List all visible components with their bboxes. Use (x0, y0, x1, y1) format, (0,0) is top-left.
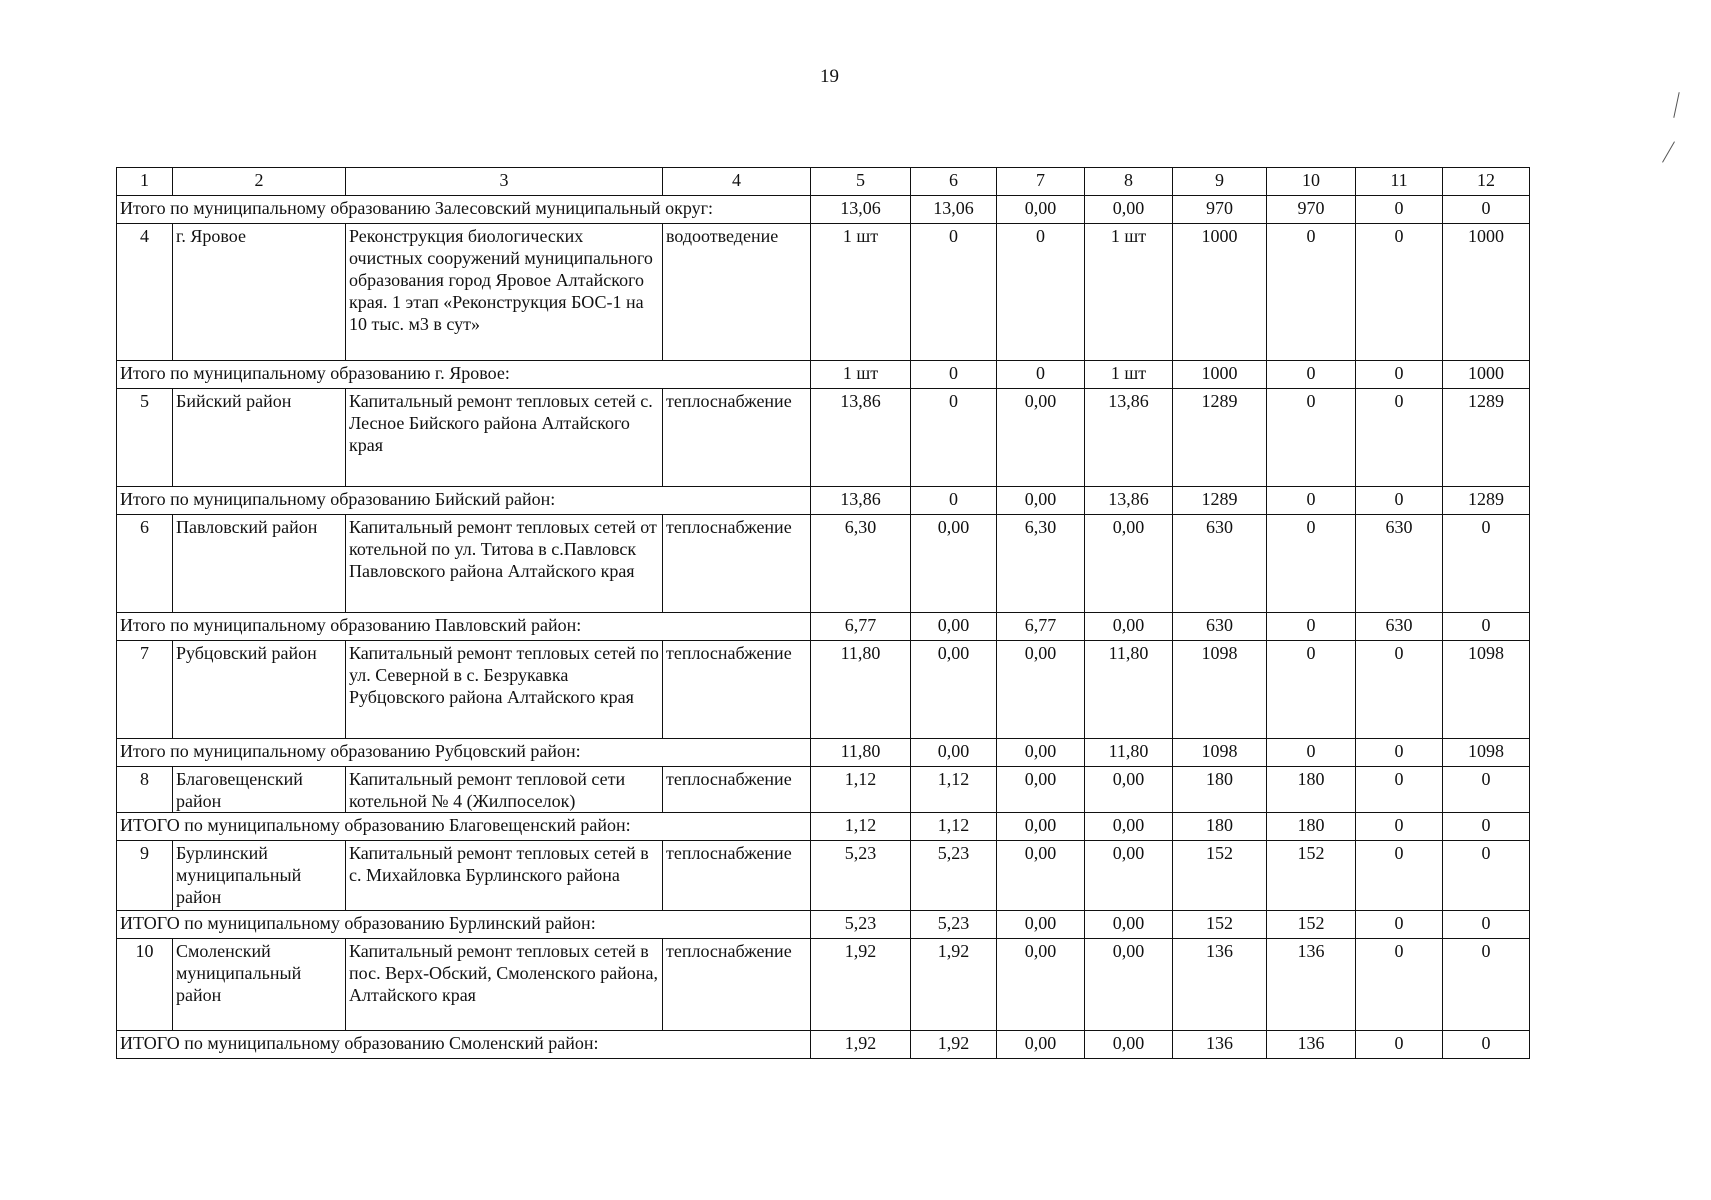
value-cell: 1,12 (811, 767, 911, 813)
value-cell: 11,80 (1085, 739, 1173, 767)
value-cell: 0 (1356, 813, 1443, 841)
municipality-cell: Смоленский муниципальный район (173, 939, 346, 1031)
value-cell: 0,00 (997, 641, 1085, 739)
table-row (117, 767, 1530, 813)
value-cell: 180 (1173, 767, 1267, 813)
header-cell: 1 (117, 168, 173, 196)
value-cell: 630 (1173, 613, 1267, 641)
value-cell: 0 (1267, 487, 1356, 515)
value-cell: 13,86 (811, 389, 911, 487)
header-cell: 10 (1267, 168, 1356, 196)
value-cell: 0 (1443, 196, 1530, 224)
value-cell: 0,00 (1085, 841, 1173, 911)
total-row (117, 487, 1530, 515)
value-cell: 0,00 (997, 841, 1085, 911)
value-cell: 0 (1356, 939, 1443, 1031)
value-cell: 1 шт (811, 361, 911, 389)
value-cell: 0 (911, 224, 997, 361)
value-cell: 0 (997, 224, 1085, 361)
value-cell: 0,00 (1085, 911, 1173, 939)
value-cell: 0 (1267, 641, 1356, 739)
value-cell: 5,23 (811, 911, 911, 939)
value-cell: 0,00 (1085, 939, 1173, 1031)
project-cell: Капитальный ремонт тепловых сетей в с. Михайловка Бурлинского района (346, 841, 663, 911)
row-number: 6 (117, 515, 173, 613)
value-cell: 6,30 (811, 515, 911, 613)
value-cell: 0 (1356, 841, 1443, 911)
value-cell: 13,86 (811, 487, 911, 515)
header-row (117, 168, 1530, 196)
scan-mark (1673, 92, 1679, 118)
value-cell: 0 (1267, 224, 1356, 361)
value-cell: 6,30 (997, 515, 1085, 613)
value-cell: 0 (1267, 613, 1356, 641)
value-cell: 13,86 (1085, 389, 1173, 487)
total-row (117, 911, 1530, 939)
value-cell: 1,92 (811, 939, 911, 1031)
value-cell: 11,80 (1085, 641, 1173, 739)
value-cell: 152 (1173, 911, 1267, 939)
table-row (117, 939, 1530, 1031)
row-number: 4 (117, 224, 173, 361)
value-cell: 5,23 (911, 841, 997, 911)
value-cell: 180 (1267, 813, 1356, 841)
row-number: 8 (117, 767, 173, 813)
sector-cell: теплоснабжение (663, 641, 811, 739)
value-cell: 1289 (1443, 487, 1530, 515)
value-cell: 0,00 (911, 641, 997, 739)
value-cell: 0 (1356, 911, 1443, 939)
value-cell: 0 (997, 361, 1085, 389)
value-cell: 0 (1443, 767, 1530, 813)
value-cell: 1 шт (811, 224, 911, 361)
header-cell: 4 (663, 168, 811, 196)
table-row (117, 389, 1530, 487)
value-cell: 0 (1356, 1031, 1443, 1059)
value-cell: 1000 (1173, 224, 1267, 361)
row-number: 5 (117, 389, 173, 487)
row-number: 7 (117, 641, 173, 739)
total-row (117, 813, 1530, 841)
value-cell: 1098 (1173, 641, 1267, 739)
value-cell: 1 шт (1085, 224, 1173, 361)
value-cell: 0 (1356, 739, 1443, 767)
value-cell: 11,80 (811, 739, 911, 767)
value-cell: 0 (911, 389, 997, 487)
value-cell: 0,00 (997, 939, 1085, 1031)
value-cell: 0 (1443, 1031, 1530, 1059)
value-cell: 0,00 (1085, 613, 1173, 641)
total-label: ИТОГО по муниципальному образованию Бурлинский район: (117, 911, 811, 939)
project-cell: Капитальный ремонт тепловых сетей с. Лесное Бийского района Алтайского края (346, 389, 663, 487)
scan-mark (1662, 141, 1675, 162)
header-cell: 7 (997, 168, 1085, 196)
value-cell: 0 (1267, 389, 1356, 487)
row-number: 9 (117, 841, 173, 911)
value-cell: 0 (1267, 515, 1356, 613)
header-cell: 5 (811, 168, 911, 196)
total-label: ИТОГО по муниципальному образованию Смоленский район: (117, 1031, 811, 1059)
value-cell: 0 (1356, 224, 1443, 361)
value-cell: 630 (1173, 515, 1267, 613)
value-cell: 0 (1443, 841, 1530, 911)
total-row (117, 196, 1530, 224)
value-cell: 152 (1267, 911, 1356, 939)
value-cell: 152 (1267, 841, 1356, 911)
value-cell: 1098 (1443, 641, 1530, 739)
sector-cell: теплоснабжение (663, 841, 811, 911)
table-row (117, 641, 1530, 739)
value-cell: 0 (1267, 739, 1356, 767)
value-cell: 1000 (1443, 361, 1530, 389)
value-cell: 180 (1267, 767, 1356, 813)
value-cell: 0 (1356, 196, 1443, 224)
value-cell: 13,06 (811, 196, 911, 224)
municipality-cell: Павловский район (173, 515, 346, 613)
value-cell: 136 (1173, 939, 1267, 1031)
total-label: ИТОГО по муниципальному образованию Благовещенский район: (117, 813, 811, 841)
value-cell: 136 (1267, 939, 1356, 1031)
sector-cell: теплоснабжение (663, 767, 811, 813)
value-cell: 1098 (1443, 739, 1530, 767)
total-row (117, 1031, 1530, 1059)
value-cell: 0,00 (997, 487, 1085, 515)
header-cell: 2 (173, 168, 346, 196)
header-cell: 11 (1356, 168, 1443, 196)
value-cell: 0 (1356, 641, 1443, 739)
page-number: 19 (820, 66, 839, 87)
value-cell: 152 (1173, 841, 1267, 911)
value-cell: 0,00 (997, 813, 1085, 841)
value-cell: 0 (911, 361, 997, 389)
value-cell: 11,80 (811, 641, 911, 739)
value-cell: 1000 (1443, 224, 1530, 361)
total-label: Итого по муниципальному образованию Павловский район: (117, 613, 811, 641)
project-cell: Капитальный ремонт тепловых сетей в пос. Верх-Обский, Смоленского района, Алтайского края (346, 939, 663, 1031)
municipality-cell: г. Яровое (173, 224, 346, 361)
total-row (117, 739, 1530, 767)
value-cell: 13,86 (1085, 487, 1173, 515)
value-cell: 1,12 (811, 813, 911, 841)
value-cell: 1000 (1173, 361, 1267, 389)
value-cell: 970 (1173, 196, 1267, 224)
municipality-cell: Благовещенский район (173, 767, 346, 813)
row-number: 10 (117, 939, 173, 1031)
header-cell: 9 (1173, 168, 1267, 196)
value-cell: 0 (1443, 939, 1530, 1031)
value-cell: 0 (1356, 389, 1443, 487)
total-label: Итого по муниципальному образованию г. Яровое: (117, 361, 811, 389)
value-cell: 1289 (1443, 389, 1530, 487)
value-cell: 0 (1443, 813, 1530, 841)
sector-cell: теплоснабжение (663, 939, 811, 1031)
header-cell: 6 (911, 168, 997, 196)
value-cell: 0 (1443, 911, 1530, 939)
value-cell: 0 (1443, 613, 1530, 641)
value-cell: 1,92 (811, 1031, 911, 1059)
value-cell: 0,00 (911, 739, 997, 767)
value-cell: 1,92 (911, 939, 997, 1031)
value-cell: 1289 (1173, 487, 1267, 515)
value-cell: 0,00 (997, 767, 1085, 813)
value-cell: 0,00 (1085, 767, 1173, 813)
project-cell: Капитальный ремонт тепловых сетей по ул. Северной в с. Безрукавка Рубцовского района Алтайского края (346, 641, 663, 739)
project-cell: Капитальный ремонт тепловых сетей от котельной по ул. Титова в с.Павловск Павловского района Алтайского края (346, 515, 663, 613)
value-cell: 6,77 (811, 613, 911, 641)
municipality-cell: Бурлинский муниципальный район (173, 841, 346, 911)
value-cell: 136 (1173, 1031, 1267, 1059)
sector-cell: теплоснабжение (663, 389, 811, 487)
value-cell: 0,00 (911, 613, 997, 641)
table-row (117, 841, 1530, 911)
value-cell: 0 (1356, 767, 1443, 813)
value-cell: 1,12 (911, 767, 997, 813)
value-cell: 0,00 (1085, 515, 1173, 613)
value-cell: 0 (1443, 515, 1530, 613)
value-cell: 1,92 (911, 1031, 997, 1059)
project-cell: Капитальный ремонт тепловой сети котельной № 4 (Жилпоселок) (346, 767, 663, 813)
total-label: Итого по муниципальному образованию Рубцовский район: (117, 739, 811, 767)
value-cell: 970 (1267, 196, 1356, 224)
header-cell: 3 (346, 168, 663, 196)
sector-cell: теплоснабжение (663, 515, 811, 613)
value-cell: 0,00 (1085, 196, 1173, 224)
value-cell: 13,06 (911, 196, 997, 224)
total-label: Итого по муниципальному образованию Залесовский муниципальный округ: (117, 196, 811, 224)
value-cell: 0,00 (997, 196, 1085, 224)
table-row (117, 515, 1530, 613)
data-table (116, 167, 1530, 1059)
value-cell: 5,23 (811, 841, 911, 911)
value-cell: 0,00 (1085, 813, 1173, 841)
total-row (117, 361, 1530, 389)
value-cell: 180 (1173, 813, 1267, 841)
sector-cell: водоотведение (663, 224, 811, 361)
municipality-cell: Бийский район (173, 389, 346, 487)
value-cell: 0,00 (1085, 1031, 1173, 1059)
value-cell: 0,00 (997, 739, 1085, 767)
value-cell: 0,00 (997, 389, 1085, 487)
value-cell: 0,00 (911, 515, 997, 613)
value-cell: 630 (1356, 515, 1443, 613)
value-cell: 6,77 (997, 613, 1085, 641)
value-cell: 0,00 (997, 911, 1085, 939)
value-cell: 1,12 (911, 813, 997, 841)
header-cell: 12 (1443, 168, 1530, 196)
project-cell: Реконструкция биологических очистных сооружений муниципального образования город Яровое Алтайского края. 1 этап «Реконструкция БОС-1 на 10 тыс. м3 в сут» (346, 224, 663, 361)
value-cell: 136 (1267, 1031, 1356, 1059)
total-label: Итого по муниципальному образованию Бийский район: (117, 487, 811, 515)
value-cell: 0 (1356, 487, 1443, 515)
table-row (117, 224, 1530, 361)
value-cell: 0 (1356, 361, 1443, 389)
header-cell: 8 (1085, 168, 1173, 196)
value-cell: 0,00 (997, 1031, 1085, 1059)
total-row (117, 613, 1530, 641)
value-cell: 1 шт (1085, 361, 1173, 389)
municipality-cell: Рубцовский район (173, 641, 346, 739)
value-cell: 630 (1356, 613, 1443, 641)
value-cell: 1289 (1173, 389, 1267, 487)
table-body (117, 168, 1530, 1059)
value-cell: 1098 (1173, 739, 1267, 767)
value-cell: 5,23 (911, 911, 997, 939)
value-cell: 0 (1267, 361, 1356, 389)
value-cell: 0 (911, 487, 997, 515)
